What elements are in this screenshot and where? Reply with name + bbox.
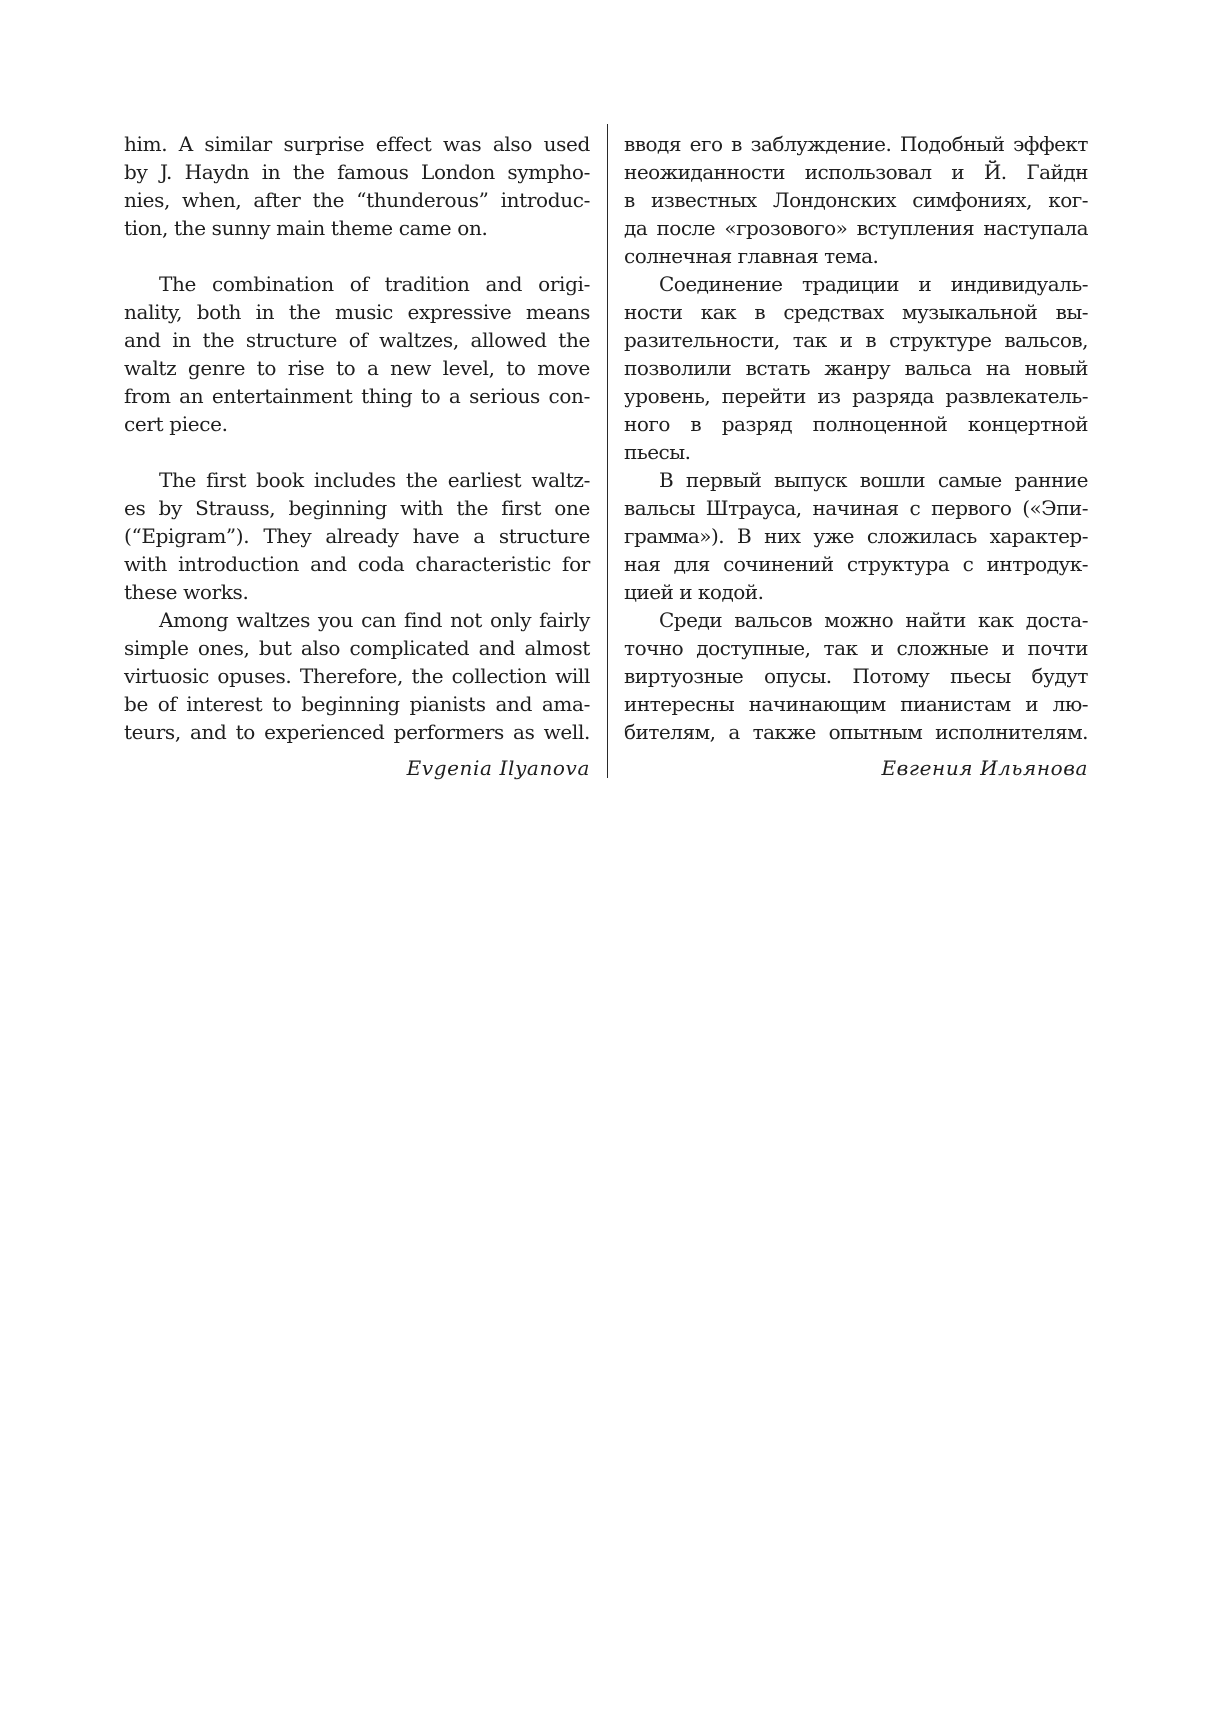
- ru-line: ная для сочинений структура с интродук-: [624, 552, 1088, 576]
- en-line: es by Strauss, beginning with the first one: [124, 496, 590, 520]
- en-line: tion, the sunny main theme came on.: [124, 216, 488, 240]
- en-line: The first book includes the earliest waltz-: [159, 468, 590, 492]
- en-line: these works.: [124, 580, 249, 604]
- en-line: virtuosic opuses. Therefore, the collection will: [124, 664, 590, 688]
- ru-line: цией и кодой.: [624, 580, 764, 604]
- ru-line: ного в разряд полноценной концертной: [624, 412, 1088, 436]
- en-line: be of interest to beginning pianists and ama-: [124, 692, 590, 716]
- ru-line: позволили встать жанру вальса на новый: [624, 356, 1088, 380]
- en-line: Among waltzes you can find not only fairly: [159, 608, 590, 632]
- en-line: nies, when, after the “thunderous” introduc-: [124, 188, 590, 212]
- ru-line: да после «грозового» вступления наступала: [624, 216, 1088, 240]
- ru-line: бителям, а также опытным исполнителям.: [624, 720, 1088, 744]
- en-line: from an entertainment thing to a serious con-: [124, 384, 590, 408]
- ru-line: солнечная главная тема.: [624, 244, 879, 268]
- en-line: teurs, and to experienced performers as well.: [124, 720, 590, 744]
- en-line: him. A similar surprise effect was also used: [124, 132, 590, 156]
- ru-line: интересны начинающим пианистам и лю-: [624, 692, 1088, 716]
- ru-line: точно доступные, так и сложные и почти: [624, 636, 1088, 660]
- ru-line: Соединение традиции и индивидуаль-: [659, 272, 1088, 296]
- ru-line: вальсы Штрауса, начиная с первого («Эпи-: [624, 496, 1088, 520]
- ru-line: вводя его в заблуждение. Подобный эффект: [624, 132, 1088, 156]
- en-line: by J. Haydn in the famous London sympho-: [124, 160, 590, 184]
- ru-line: пьесы.: [624, 440, 691, 464]
- ru-line: разительности, так и в структуре вальсов,: [624, 328, 1088, 352]
- en-line: The combination of tradition and origi-: [159, 272, 590, 296]
- ru-line: В первый выпуск вошли самые ранние: [659, 468, 1088, 492]
- ru-line: грамма»). В них уже сложилась характер-: [624, 524, 1088, 548]
- en-line: cert piece.: [124, 412, 228, 436]
- author-signature-en: Evgenia Ilyanova: [406, 756, 590, 780]
- en-line: with introduction and coda characteristic for: [124, 552, 590, 576]
- ru-line: неожиданности использовал и Й. Гайдн: [624, 160, 1088, 184]
- en-line: and in the structure of waltzes, allowed the: [124, 328, 590, 352]
- ru-line: виртуозные опусы. Потому пьесы будут: [624, 664, 1088, 688]
- ru-line: ности как в средствах музыкальной вы-: [624, 300, 1088, 324]
- en-line: simple ones, but also complicated and almost: [124, 636, 590, 660]
- author-signature-ru: Евгения Ильянова: [881, 756, 1088, 780]
- ru-line: в известных Лондонских симфониях, ког-: [624, 188, 1088, 212]
- column-divider: [607, 124, 608, 778]
- en-line: nality, both in the music expressive means: [124, 300, 590, 324]
- ru-line: уровень, перейти из разряда развлекатель-: [624, 384, 1088, 408]
- en-line: waltz genre to rise to a new level, to move: [124, 356, 590, 380]
- en-line: (“Epigram”). They already have a structure: [124, 524, 590, 548]
- ru-line: Среди вальсов можно найти как доста-: [659, 608, 1088, 632]
